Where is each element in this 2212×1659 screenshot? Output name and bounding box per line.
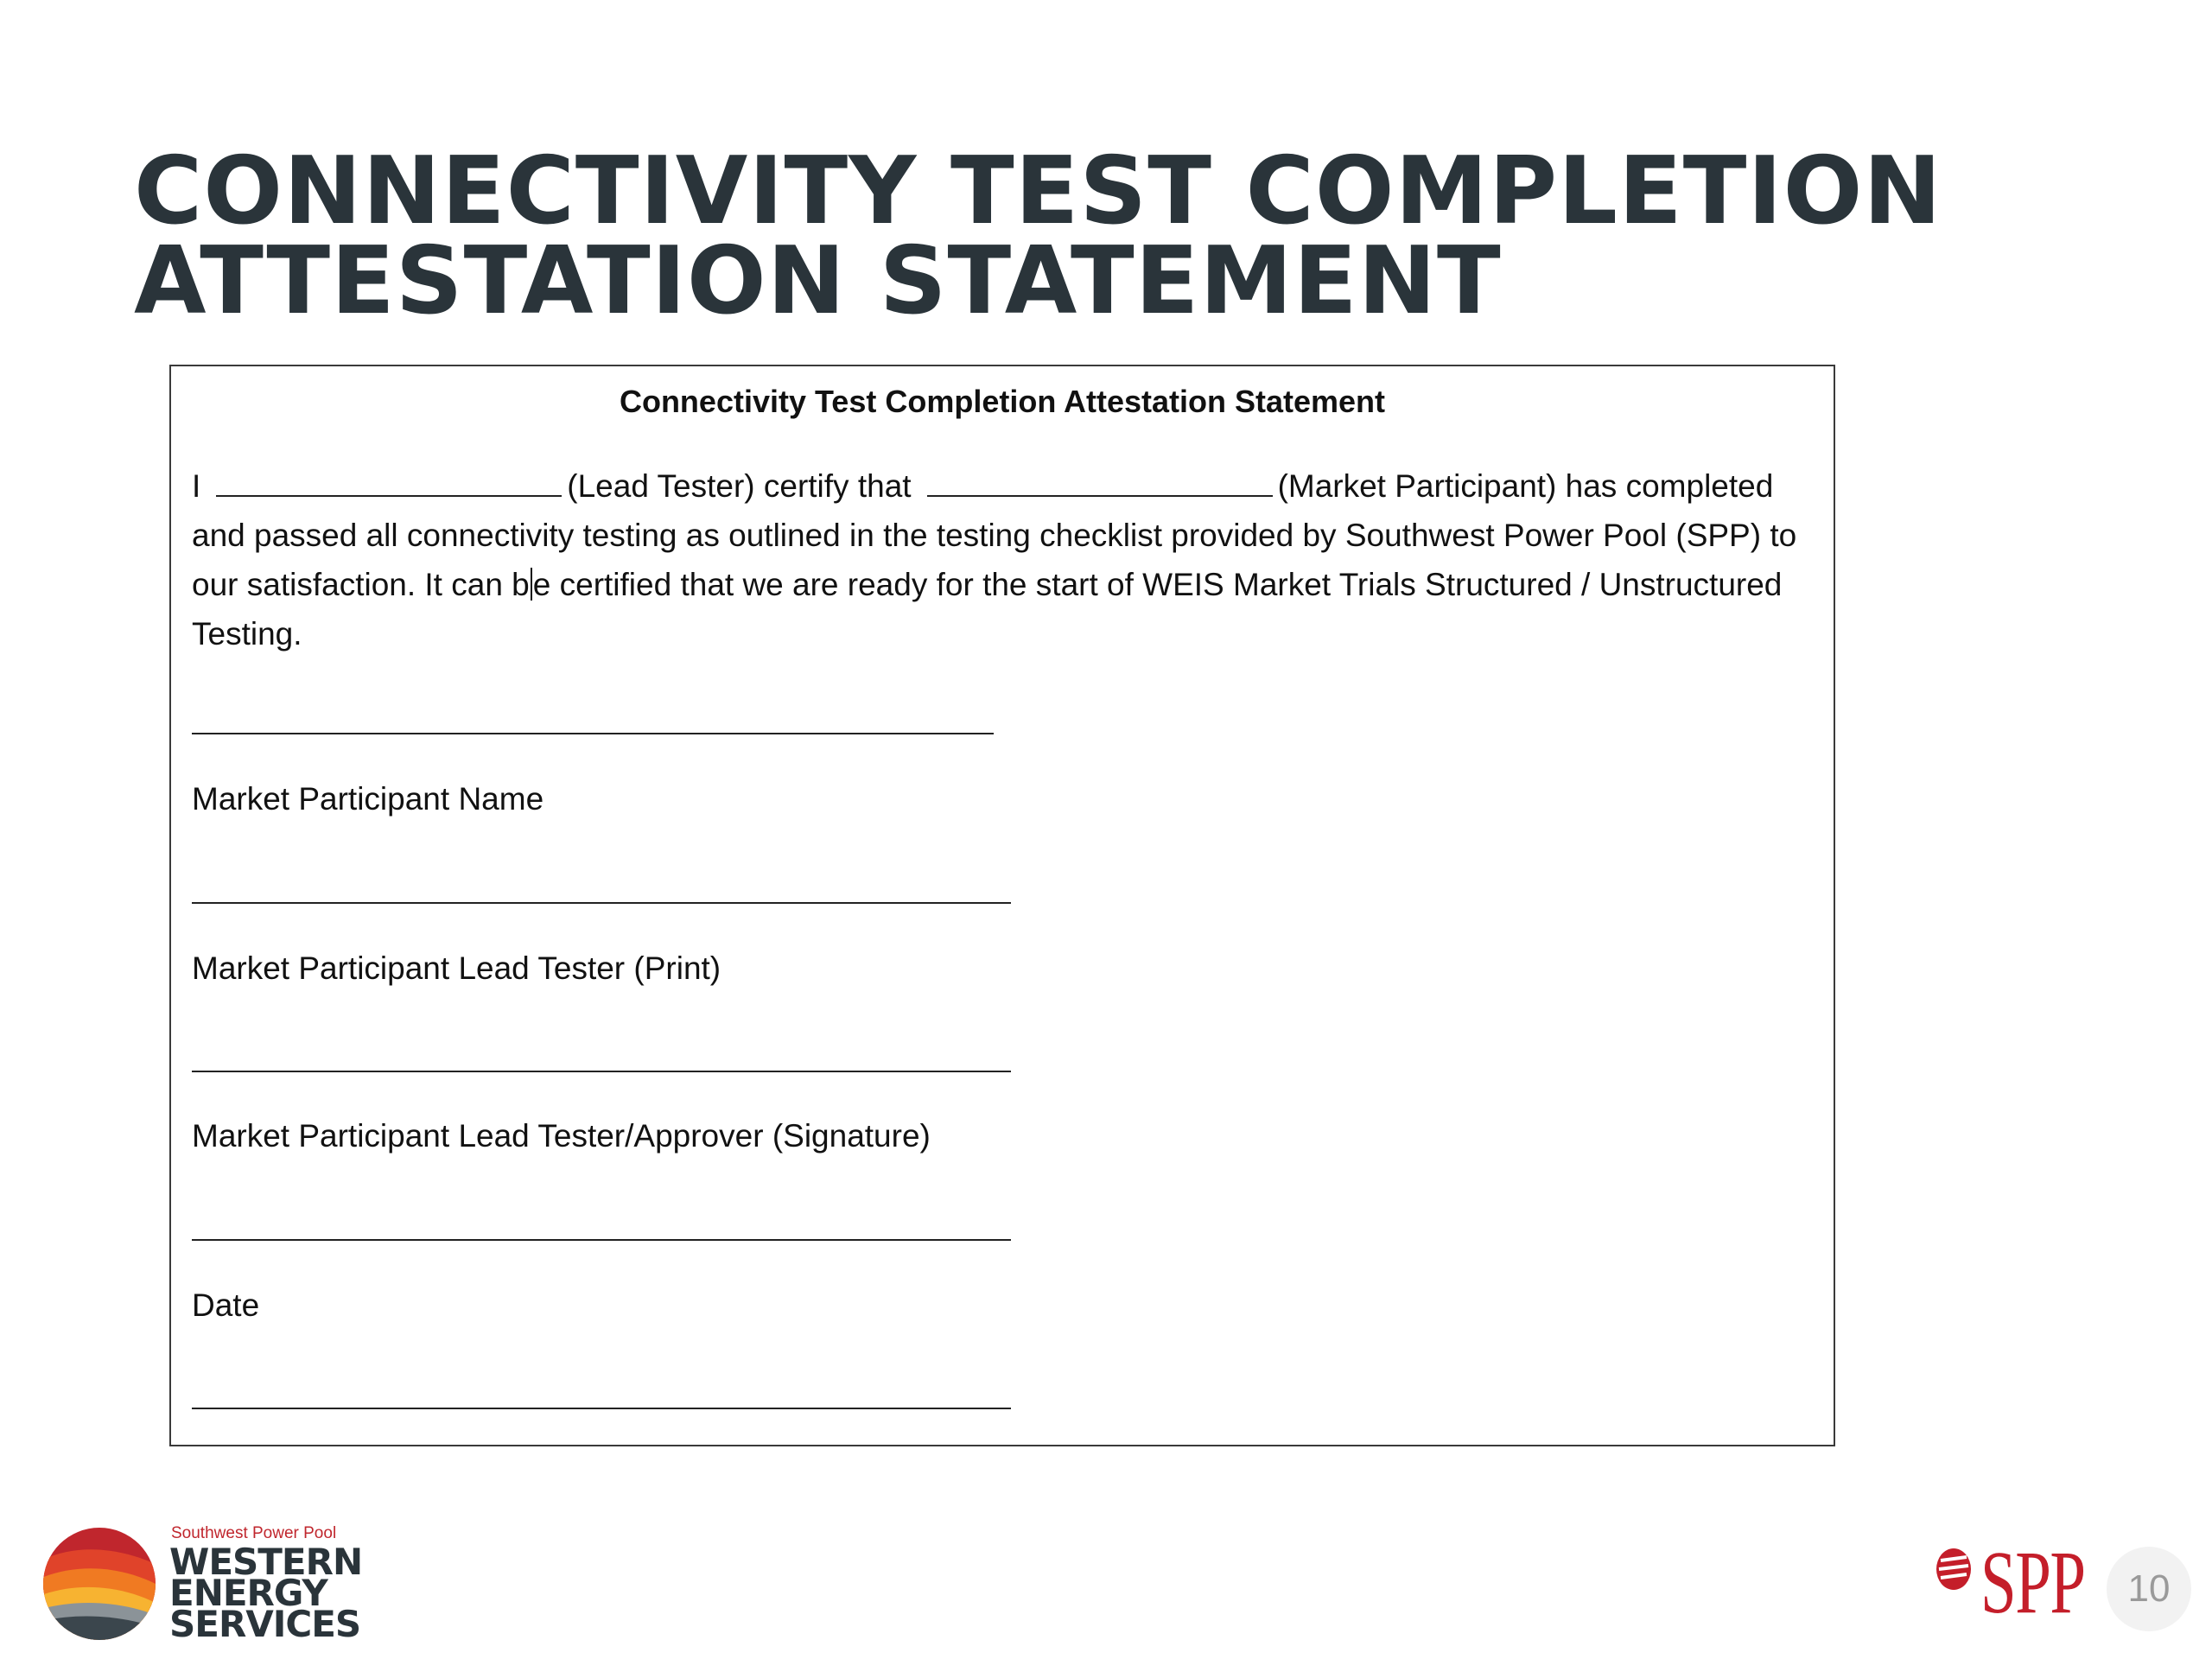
slide-title-line-1: CONNECTIVITY TEST COMPLETION (134, 137, 1942, 245)
bottom-signature-line[interactable] (192, 1408, 1011, 1409)
wes-tagline: Southwest Power Pool (171, 1524, 337, 1542)
date-line[interactable] (192, 1239, 1011, 1241)
statement-continuation-text: e certified that we are ready for the start of WEIS Market Trials Structured / Unstructured Testing. (192, 567, 1783, 652)
market-participant-name-label: Market Participant Name (192, 781, 544, 817)
lead-tester-print-label: Market Participant Lead Tester (Print) (192, 950, 721, 986)
lead-tester-blank[interactable] (216, 494, 562, 497)
document-heading: Connectivity Test Completion Attestation Statement (619, 384, 1386, 419)
lead-tester-signature-label: Market Participant Lead Tester/Approver (Signature) (192, 1118, 931, 1154)
page-number: 10 (2107, 1547, 2191, 1631)
date-label: Date (192, 1287, 260, 1323)
statement-market-participant-text: (Market Participant) has completed and passed all connectivity testing as outlined in the testing checklist provided by Southwest Power Pool (SPP) to our satisfaction. It can b (192, 468, 1797, 602)
statement-pronoun: I (192, 468, 201, 504)
western-energy-services-logo (41, 1524, 370, 1645)
text-cursor (531, 568, 532, 601)
attestation-document (169, 365, 1835, 1446)
wes-line-western: WESTERN (169, 1541, 363, 1583)
lead-tester-signature-line[interactable] (192, 1071, 1011, 1072)
statement-lead-tester-text: (Lead Tester) certify that (567, 468, 912, 504)
lead-tester-print-line[interactable] (192, 902, 1011, 904)
market-participant-name-line[interactable] (192, 733, 994, 734)
spp-emblem-icon (1932, 1545, 1975, 1593)
wes-line-services: SERVICES (169, 1603, 361, 1645)
wes-sunrise-icon (41, 1526, 157, 1642)
market-participant-blank[interactable] (927, 494, 1273, 497)
spp-wordmark: SPP (1980, 1533, 2085, 1632)
attestation-statement (192, 461, 1815, 658)
slide-title-line-2: ATTESTATION STATEMENT (134, 227, 1502, 335)
spp-logo (1932, 1533, 2096, 1633)
slide-title (134, 137, 1942, 335)
wes-line-energy: ENERGY (169, 1572, 327, 1614)
